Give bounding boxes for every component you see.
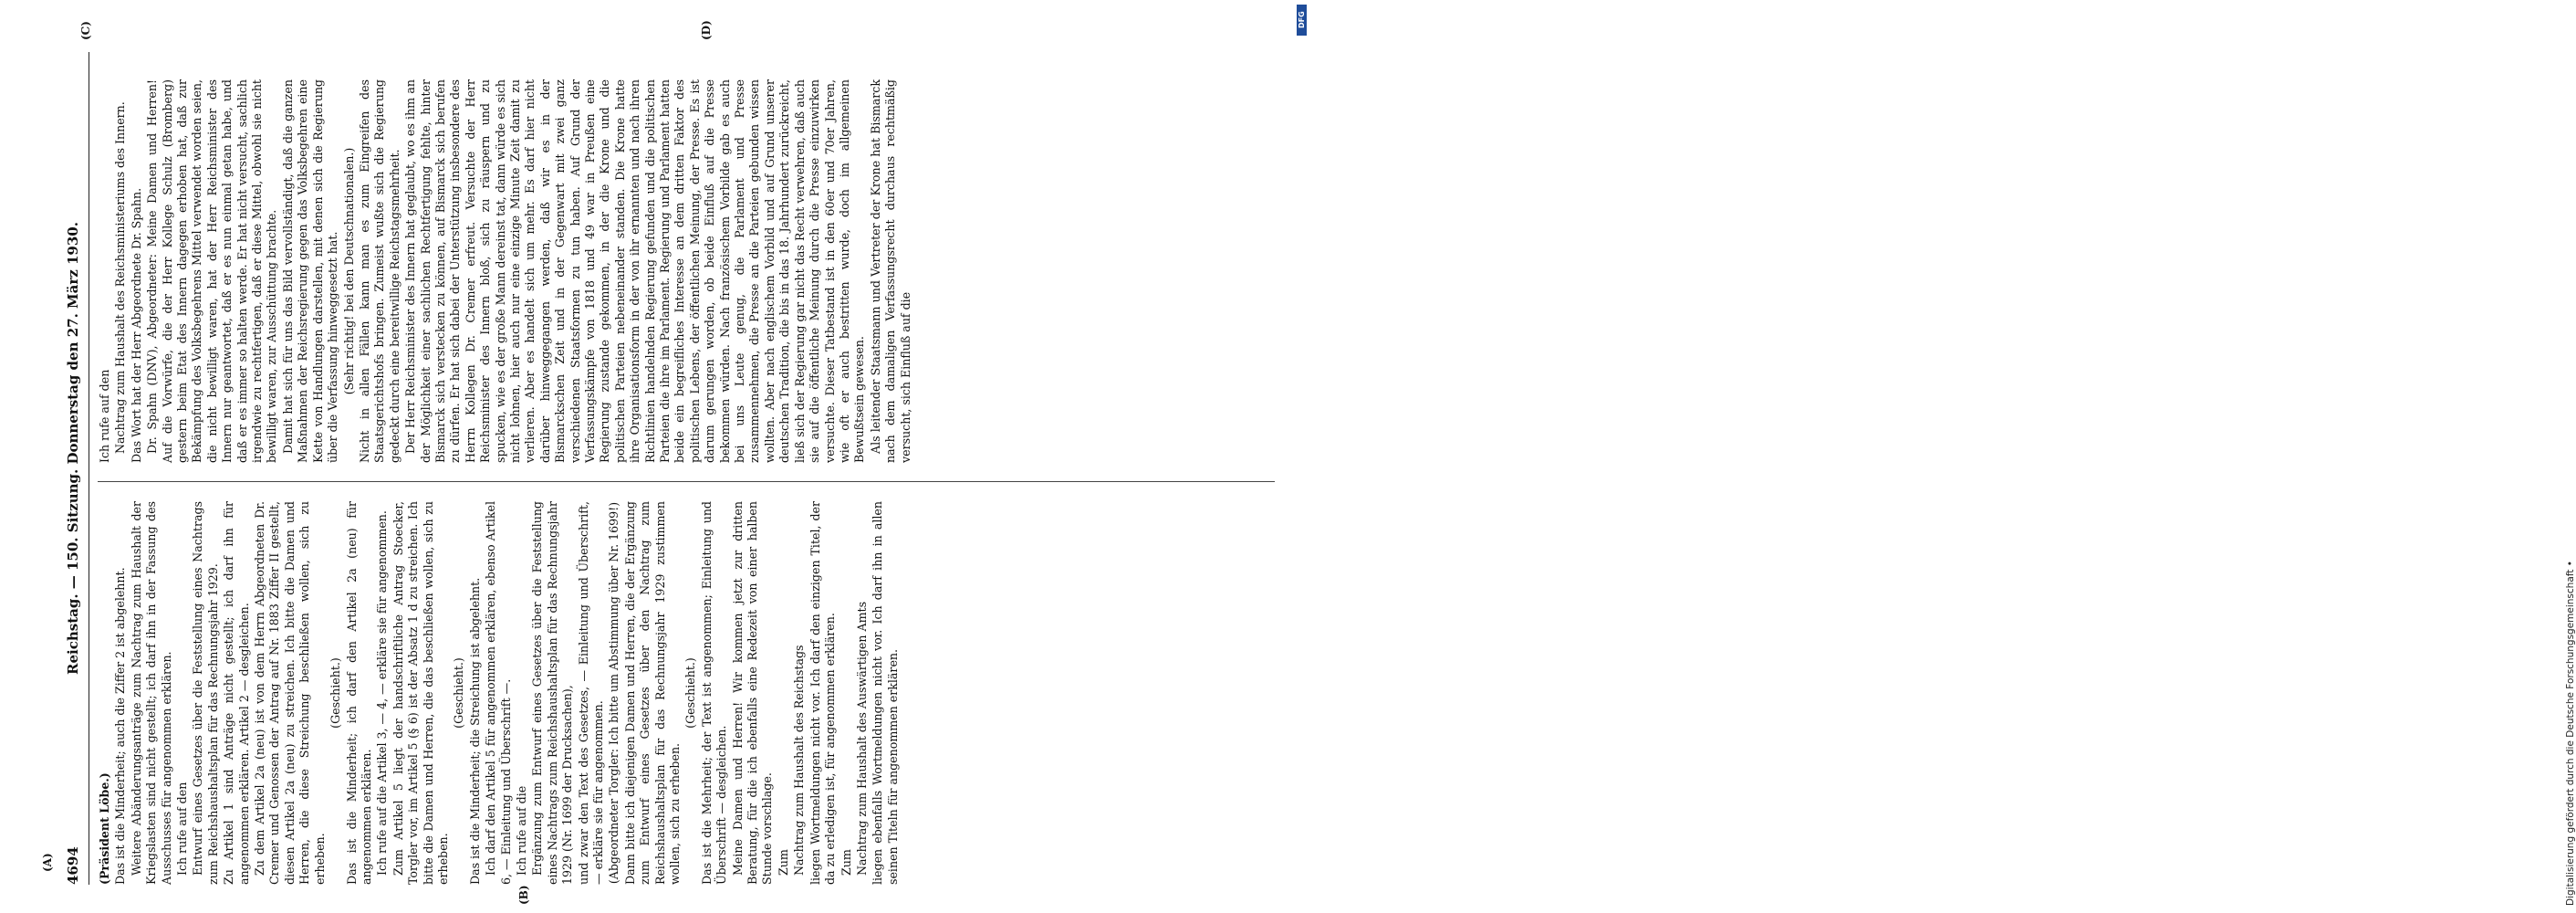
rotated-page-content	[41, 20, 1291, 905]
paragraph: Weitere Abänderungsanträge zum Nachtrag zum Haushalt der Kriegslasten sind nicht gestellt; ich darf ihn in der Fassung des Ausschusses für angenommen erklären.	[129, 501, 173, 885]
paragraph: Nachtrag zum Haushalt des Reichstags	[792, 645, 807, 876]
paragraph: liegen Wortmeldungen nicht vor. Ich darf den einzigen Titel, der da zu erledigen ist, für angenommen erklären.	[808, 501, 838, 885]
paragraph: Als leitender Staatsmann und Vertreter der Krone hat Bismarck nach dem damaligen Verfassungsrecht durchaus rechtmäßig versucht, sich Einfluß auf die	[868, 79, 913, 463]
digitization-notice	[1279, 0, 2576, 913]
margin-mark-c: (C)	[79, 21, 92, 40]
paragraph: Meine Damen und Herren! Wir kommen jetzt zur dritten Beratung, für die ich ebenfalls eine Redezeit von einer halben Stunde vorschlage.	[730, 501, 775, 885]
right-column	[98, 79, 1275, 463]
paragraph: Zum	[776, 849, 790, 876]
paragraph: (Geschieht.)	[329, 657, 343, 729]
paragraph: (Geschieht.)	[683, 657, 698, 729]
paragraph: Das ist die Minderheit; auch die Ziffer 2 ist abgelehnt.	[113, 567, 128, 885]
paragraph: (Geschieht.)	[452, 657, 466, 729]
paragraph: Nachtrag zum Haushalt des Auswärtigen Amts	[854, 601, 869, 876]
paragraph: (Abgeordneter Torgler: Ich bitte um Abstimmung über Nr. 1699!)	[607, 501, 621, 885]
paragraph: Zum Artikel 5 liegt der handschriftliche Antrag Stoecker, Torgler vor, im Artikel 5 (§ 6) ist der Absatz 1 d zu streichen. Ich bitte die Damen und Herren, die das beschließen wollen, sich zu erheben.	[391, 501, 450, 885]
paragraph: Das ist die Minderheit; ich darf den Artikel 2a (neu) für angenommen erklären.	[344, 501, 373, 885]
paragraph: Das ist die Minderheit; die Streichung ist abgelehnt.	[467, 577, 482, 885]
paragraph: (Sehr richtig! bei den Deutschnationalen.)	[341, 147, 356, 395]
digitization-notice-text: Digitalisierung gefördert durch die Deutsche Forschungsgemeinschaft •	[2565, 561, 2576, 906]
paragraph: Ich rufe auf den	[175, 782, 190, 876]
page-number: 4694	[65, 846, 81, 885]
paragraph: Ich rufe auf die	[514, 785, 528, 876]
paragraph: (Präsident Löbe.)	[98, 772, 111, 885]
dfg-logo: DFG	[1297, 5, 1307, 36]
margin-mark-a: (A)	[41, 853, 54, 872]
paragraph: Das Wort hat der Herr Abgeordnete Dr. Spahn.	[129, 187, 143, 463]
paragraph: Damit hat sich für uns das Bild vervollständigt, daß die ganzen Maßnahmen der Reichsregierung gegen das Volksbegehren eine Kette von Handlungen darstellen, mit denen sich die Regierung über die Verfassung hinweggesetzt hat.	[280, 79, 340, 463]
paragraph: Nicht in allen Fällen kann man es zum Eingreifen des Staatsgerichtshofs bringen. Zumeist wußte sich die Regierung gedeckt durch eine bereitwillige Reichstagsmehrheit.	[357, 79, 402, 463]
paragraph: Dr. Spahn (DNV), Abgeordneter: Meine Damen und Herren! Auf die Vorwürfe, die der Herr Kollege Schulz (Bromberg) gestern beim Etat des Innern dagegen erhoben hat, daß zur Bekämpfung des Volksbegehrens Mittel verwendet worden seien, die nicht bewilligt waren, hat der Herr Reichsminister des Innern nur geantwortet, daß er es nun einmal getan habe, und daß er es immer so halten werde. Er hat nicht versucht, sachlich irgendwie zu rechtfertigen, daß er diese Mittel, obwohl sie nicht bewilligt waren, zur Ausschüttung brachte.	[145, 79, 279, 463]
paragraph: Zu dem Artikel 2a (neu) ist von dem Herrn Abgeordneten Dr. Cremer und Genossen der Antrag auf Nr. 1883 Ziffer II gestellt, diesen Artikel 2a (neu) zu streichen. Ich bitte die Damen und Herren, die diese Streichung beschließen wollen, sich zu erheben.	[253, 501, 327, 885]
paragraph: Dann bitte ich diejenigen Damen und Herren, die der Ergänzung zum Entwurf eines Gesetzes über den Nachtrag zum Reichshaushaltsplan für das Rechnungsjahr 1929 zustimmen wollen, sich zu erheben.	[622, 501, 683, 885]
paragraph: Ich rufe auf den	[98, 369, 111, 463]
paragraph: Ich darf den Artikel 5 für angenommen erklären, ebenso Artikel 6, — Einleitung und Überschrift —.	[484, 501, 513, 885]
paragraph: Nachtrag zum Haushalt des Reichsministeriums des Innern.	[113, 101, 128, 454]
margin-mark-d: (D)	[700, 20, 713, 40]
page-header	[61, 52, 85, 885]
running-head: Reichstag. — 150. Sitzung. Donnerstag den 27. März 1930.	[65, 222, 81, 675]
paragraph: Zu Artikel 1 sind Anträge nicht gestellt; ich darf ihn für angenommen erklären. Artikel 2 — desgleichen.	[222, 501, 251, 885]
paragraph: und zwar den Text des Gesetzes, — Einleitung und Überschrift, — erkläre sie für angenommen.	[576, 501, 605, 885]
column-divider	[98, 481, 1275, 482]
paragraph: Ergänzung zum Entwurf eines Gesetzes über die Feststellung eines Nachtrags zum Reichshaushaltsplan für das Rechnungsjahr 1929 (Nr. 1699 der Drucksachen),	[530, 500, 575, 885]
paragraph: Das ist die Mehrheit; der Text ist angenommen; Einleitung und Überschrift — desgleichen.	[699, 501, 729, 885]
paragraph: Entwurf eines Gesetzes über die Feststellung eines Nachtrags zum Reichshaushaltsplan für das Rechnungsjahr 1929.	[191, 501, 220, 885]
left-column	[98, 501, 1083, 885]
paragraph: Der Herr Reichsminister des Innern hat geglaubt, wo es ihm an der Möglichkeit einer sachlichen Rechtfertigung fehlte, hinter Bismarck sich verstecken zu können, auf Bismarck sich berufen zu dürfen. Er hat sich dabei der Unterstützung insbesondere des Herrn Kollegen Dr. Cremer erfreut. Versuchte der Herr Reichsminister des Innern bloß, sich zu räuspern und zu spucken, wie es der große Mann dereinst tat, dann würde es sich nicht lohnen, hier auch nur eine einzige Minute Zeit damit zu verlieren. Aber es handelt sich um mehr. Es darf hier nicht darüber hinweggegangen werden, daß wir es in der Bismarckschen Zeit und in der Gegenwart mit zwei ganz verschiedenen Staatsformen zu tun haben. Auf Grund der Verfassungskämpfe von 1818 und 49 war in Preußen eine Regierung zustande gekommen, in der die Krone und die politischen Parteien nebeneinander standen. Die Krone hatte ihre Organisationsform in der von ihr ernannten und nach ihren Richtlinien handelnden Regierung gefunden und die politischen Parteien die ihre im Parlament. Regierung und Parlament hatten beide ein begreifliches Interesse an dem dritten Faktor des politischen Lebens, der öffentlichen Meinung, der Presse. Es ist darum gerungen worden, ob beide Einfluß auf die Presse bekommen würden. Nach französischem Vorbilde gab es auch bei uns Leute genug, die Parlament und Presse zusammennehmen, die Presse an die Parteien gebunden wissen wollten. Aber nach englischem Vorbild und auf Grund unserer deutschen Tradition, die bis in das 18. Jahrhundert zurückreicht, ließ sich der Regierung gar nicht das Recht verwehren, daß auch sie auf die öffentliche Meinung durch die Presse einzuwirken versuchte. Dieser Tatbestand ist in den 60er und 70er Jahren, wie oft er auch bestritten wurde, doch im allgemeinen Bewußtsein gewesen.	[403, 79, 867, 463]
paragraph: Zum	[839, 849, 853, 876]
paragraph: liegen ebenfalls Wortmeldungen nicht vor. Ich darf ihn in allen seinen Titeln für angenommen erklären.	[871, 501, 900, 885]
paragraph: Ich rufe auf die Artikel 3, — 4, — erkläre sie für angenommen.	[375, 510, 390, 876]
margin-mark-b: (B)	[517, 885, 530, 905]
